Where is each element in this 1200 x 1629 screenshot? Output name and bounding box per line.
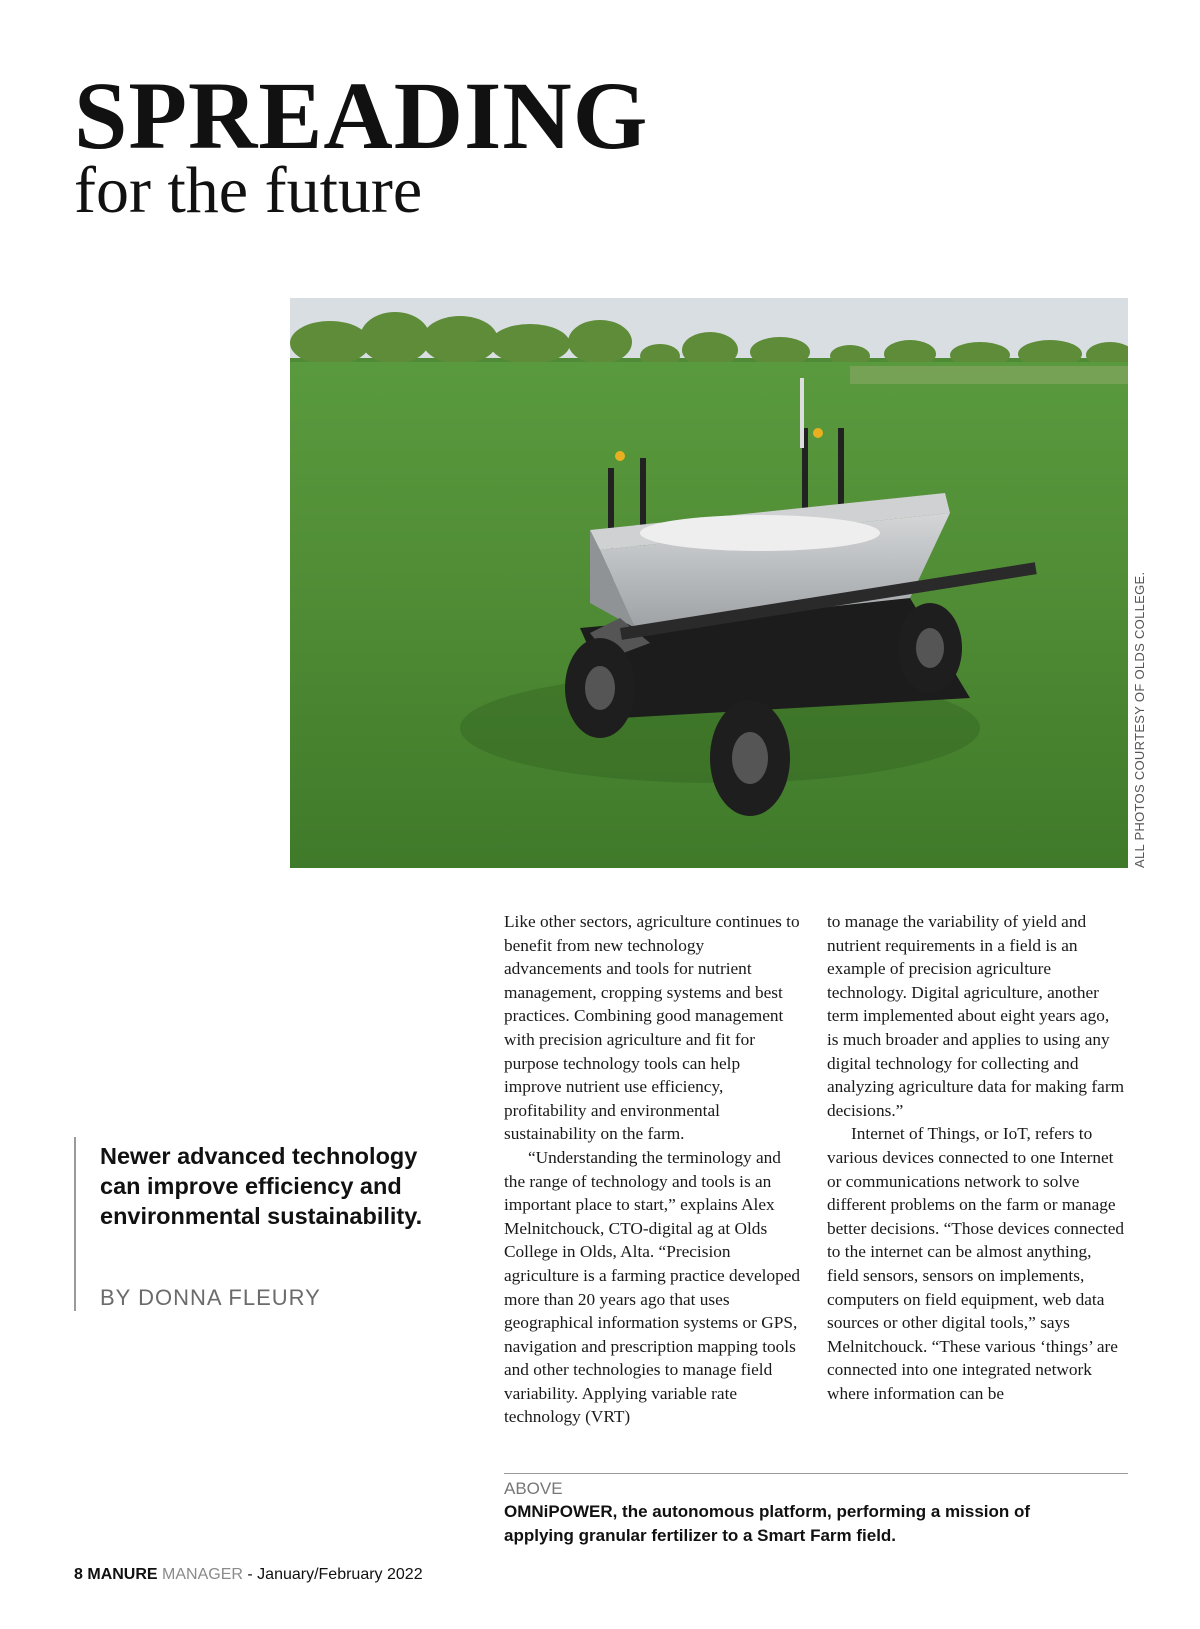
page-number: 8 xyxy=(74,1566,83,1583)
deck-text: Newer advanced technology can improve efficiency and environmental sustainability. xyxy=(100,1143,423,1229)
headline-subtitle: for the future xyxy=(74,154,423,227)
caption-divider xyxy=(504,1473,1128,1474)
body-paragraph: Like other sectors, agriculture continues to benefit from new technology advancements and tools for nutrient management, cropping systems and best practices. Combining good management with precision agriculture and fit for purpose technology tools can help improve nutrient use efficiency, profitability and environmental sustainability on the farm. xyxy=(504,912,800,1144)
issue-date: - January/February 2022 xyxy=(247,1566,423,1583)
photo-credit: ALL PHOTOS COURTESY OF OLDS COLLEGE. xyxy=(1132,571,1147,868)
page-footer xyxy=(74,1566,423,1584)
caption-text: OMNiPOWER, the autonomous platform, performing a mission of applying granular fertilizer to a Smart Farm field. xyxy=(504,1502,1031,1545)
body-paragraph: to manage the variability of yield and nutrient requirements in a field is an example of precision agriculture technology. Digital agriculture, another term implemented about eight years ago, is much broader and applies to using any digital technology for collecting and analyzing agriculture data for making farm decisions.” xyxy=(827,912,1125,1120)
robot-spreader-illustration xyxy=(290,298,1128,868)
feature-photo xyxy=(290,298,1128,868)
headline: SPREADING xyxy=(74,62,649,169)
caption-label: ABOVE xyxy=(504,1479,563,1498)
body-paragraph: “Understanding the terminology and the range of technology and tools is an important place to start,” explains Alex Melnitchouck, CTO-digital ag at Olds College in Olds, Alta. “Precision agriculture is a farming practice developed more than 20 years ago that uses geographical information systems or GPS, navigation and prescription mapping tools and other technologies to manage field variability. Applying variable rate technology (VRT) xyxy=(504,1147,801,1427)
magazine-name-bold: MANURE xyxy=(87,1566,158,1583)
body-column-2 xyxy=(827,910,1125,1405)
body-column-1 xyxy=(504,910,802,1429)
body-paragraph: Internet of Things, or IoT, refers to various devices connected to one Internet or communications network to solve different problems on the farm or manage better decisions. “Those devices connected to the internet can be almost anything, field sensors, sensors on implements, computers on field equipment, web data sources or other digital tools,” says Melnitchouck. “These various ‘things’ are connected into one integrated network where information can be xyxy=(827,1124,1125,1403)
magazine-name-light: MANAGER xyxy=(162,1566,243,1583)
deck-block xyxy=(74,1137,434,1311)
byline: BY DONNA FLEURY xyxy=(100,1285,321,1310)
